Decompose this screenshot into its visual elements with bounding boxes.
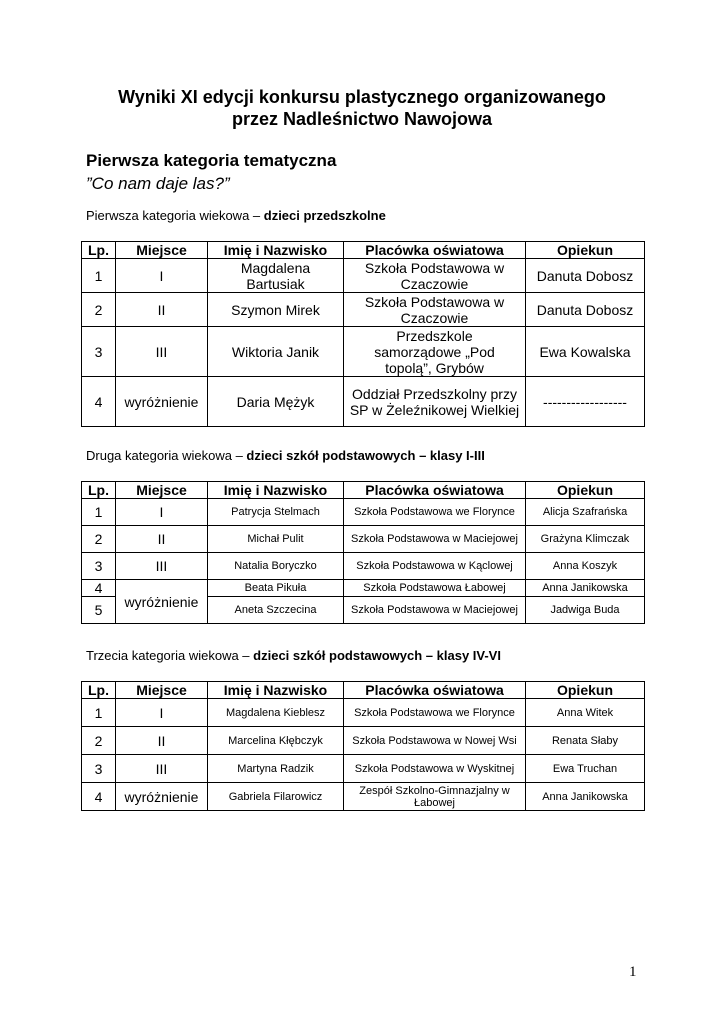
cell-guardian: Jadwiga Buda [526,597,645,624]
cell-school: Szkoła Podstawowa w Maciejowej [344,526,526,553]
cell-guardian: Alicja Szafrańska [526,499,645,526]
cell-school: Szkoła Podstawowa w Maciejowej [344,597,526,624]
title-line-1: Wyniki XI edycji konkursu plastycznego organizowanego [118,87,606,107]
table-row [82,553,645,580]
page-number: 1 [629,964,637,980]
age-category-2 [86,448,485,464]
cell-name: Michał Pulit [208,526,344,553]
age-category-1-label: dzieci przedszkolne [263,208,386,223]
cell-school: Oddział Przedszkolny przy SP w Żeleźnikowej Wielkiej [344,377,526,427]
table-row [82,755,645,783]
cell-place: II [116,727,208,755]
category-title: Pierwsza kategoria tematyczna [86,151,337,170]
cell-lp: 1 [82,699,116,727]
age-category-2-label: dzieci szkół podstawowych – klasy I-III [246,448,485,463]
cell-lp: 2 [82,526,116,553]
cell-place: wyróżnienie [116,377,208,427]
table-row [82,783,645,811]
table-header-row [82,242,645,259]
age-category-1-prefix: Pierwsza kategoria wiekowa – [86,208,264,223]
cell-school: Przedszkole samorządowe „Pod topolą”, Grybów [344,327,526,377]
header-school: Placówka oświatowa [344,242,526,259]
cell-lp: 4 [82,377,116,427]
cell-school: Szkoła Podstawowa we Florynce [344,499,526,526]
cell-guardian: Anna Koszyk [526,553,645,580]
header-place: Miejsce [116,682,208,699]
cell-guardian: Anna Witek [526,699,645,727]
age-category-1 [86,208,386,224]
cell-place: wyróżnienie [116,580,208,624]
table-row [82,259,645,293]
cell-name: Natalia Boryczko [208,553,344,580]
cell-school: Zespół Szkolno-Gimnazjalny w Łabowej [344,783,526,811]
cell-guardian: Grażyna Klimczak [526,526,645,553]
cell-place: III [116,327,208,377]
cell-name: Gabriela Filarowicz [208,783,344,811]
results-table-1 [81,241,645,427]
cell-name: Marcelina Kłębczyk [208,727,344,755]
cell-place: II [116,293,208,327]
cell-guardian: Danuta Dobosz [526,259,645,293]
header-name: Imię i Nazwisko [208,682,344,699]
cell-school: Szkoła Podstawowa w Nowej Wsi [344,727,526,755]
header-school: Placówka oświatowa [344,482,526,499]
table-row [82,327,645,377]
age-category-3 [86,648,501,664]
category-subtitle: ”Co nam daje las?” [86,174,230,193]
cell-lp: 3 [82,755,116,783]
table-row [82,699,645,727]
header-lp: Lp. [82,482,116,499]
header-place: Miejsce [116,242,208,259]
cell-name: Szymon Mirek [208,293,344,327]
cell-name: Magdalena Kieblesz [208,699,344,727]
table-row [82,377,645,427]
cell-place: III [116,755,208,783]
header-guardian: Opiekun [526,482,645,499]
cell-guardian: Anna Janikowska [526,783,645,811]
cell-guardian: Danuta Dobosz [526,293,645,327]
cell-lp: 2 [82,293,116,327]
cell-name: Daria Mężyk [208,377,344,427]
header-name: Imię i Nazwisko [208,242,344,259]
document-title [40,86,684,130]
cell-place: I [116,499,208,526]
table-header-row [82,482,645,499]
cell-lp: 3 [82,327,116,377]
cell-lp: 3 [82,553,116,580]
cell-lp: 5 [82,597,116,624]
results-table-3 [81,681,645,811]
age-category-3-prefix: Trzecia kategoria wiekowa – [86,648,254,663]
results-table-2 [81,481,645,624]
cell-lp: 1 [82,499,116,526]
cell-guardian: Renata Słaby [526,727,645,755]
header-name: Imię i Nazwisko [208,482,344,499]
header-school: Placówka oświatowa [344,682,526,699]
cell-school: Szkoła Podstawowa we Florynce [344,699,526,727]
header-guardian: Opiekun [526,242,645,259]
cell-place: II [116,526,208,553]
cell-place: III [116,553,208,580]
table-header-row [82,682,645,699]
cell-place: I [116,699,208,727]
cell-guardian: Ewa Kowalska [526,327,645,377]
cell-name: Magdalena Bartusiak [208,259,344,293]
cell-lp: 2 [82,727,116,755]
cell-school: Szkoła Podstawowa w Kąclowej [344,553,526,580]
cell-school: Szkoła Podstawowa w Czaczowie [344,259,526,293]
cell-place: I [116,259,208,293]
header-place: Miejsce [116,482,208,499]
cell-school: Szkoła Podstawowa Łabowej [344,580,526,597]
age-category-2-prefix: Druga kategoria wiekowa – [86,448,247,463]
cell-name: Wiktoria Janik [208,327,344,377]
header-guardian: Opiekun [526,682,645,699]
cell-school: Szkoła Podstawowa w Czaczowie [344,293,526,327]
cell-guardian: Anna Janikowska [526,580,645,597]
cell-school: Szkoła Podstawowa w Wyskitnej [344,755,526,783]
header-lp: Lp. [82,682,116,699]
age-category-3-label: dzieci szkół podstawowych – klasy IV-VI [253,648,501,663]
table-row [82,499,645,526]
table-row [82,293,645,327]
table-row [82,580,645,597]
cell-lp: 4 [82,580,116,597]
cell-lp: 1 [82,259,116,293]
table-row [82,727,645,755]
title-line-2: przez Nadleśnictwo Nawojowa [231,109,493,129]
table-row [82,526,645,553]
cell-name: Beata Pikuła [208,580,344,597]
cell-lp: 4 [82,783,116,811]
cell-place: wyróżnienie [116,783,208,811]
cell-guardian: Ewa Truchan [526,755,645,783]
cell-guardian: ------------------ [526,377,645,427]
cell-name: Aneta Szczecina [208,597,344,624]
cell-name: Patrycja Stelmach [208,499,344,526]
cell-name: Martyna Radzik [208,755,344,783]
header-lp: Lp. [82,242,116,259]
